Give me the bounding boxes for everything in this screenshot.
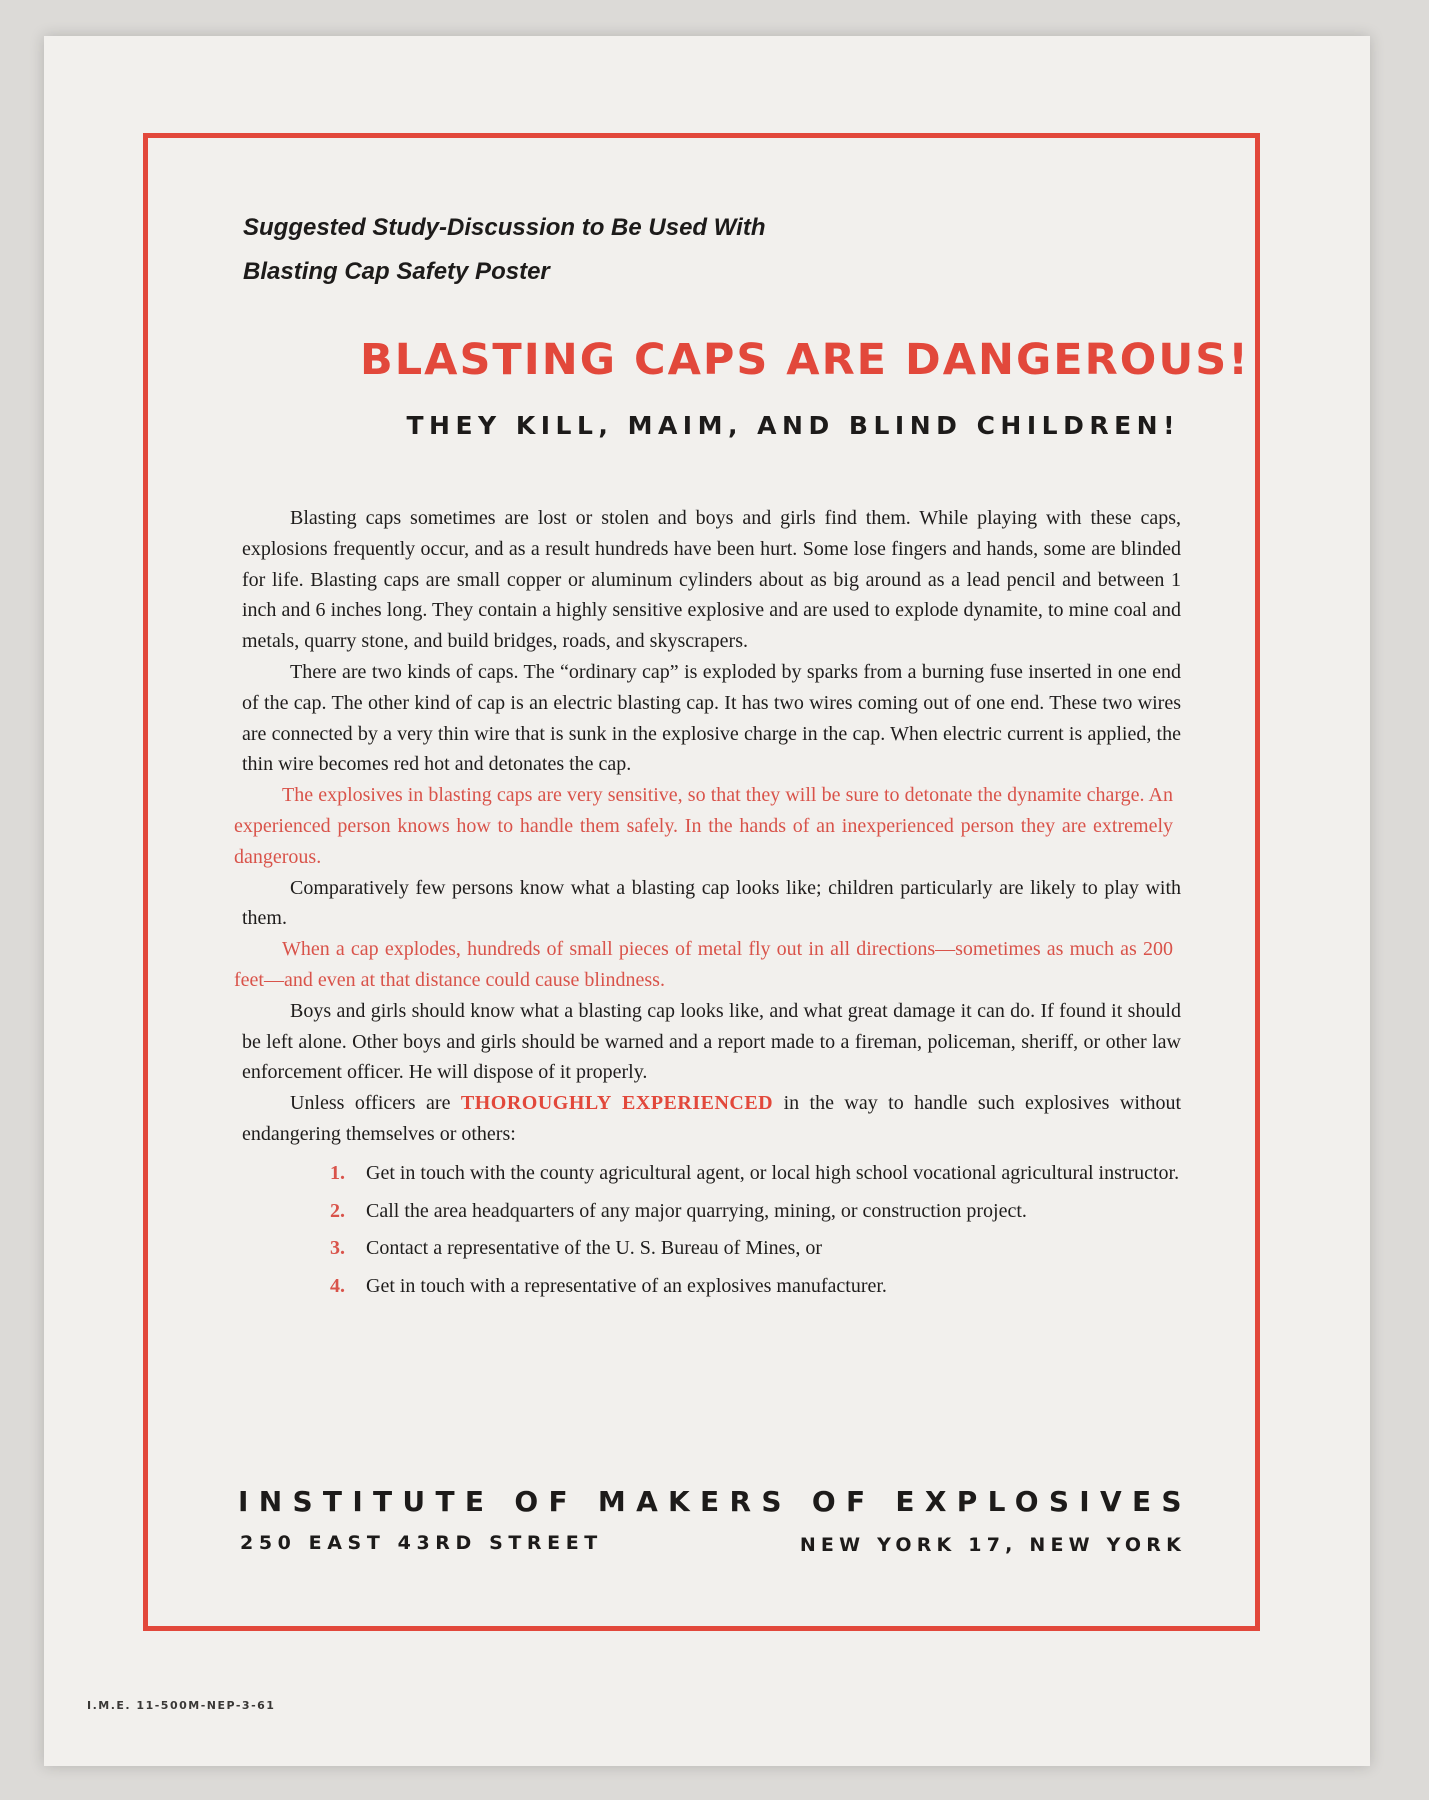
paragraph-1: Blasting caps sometimes are lost or stolen and boys and girls find them. While playing with these caps, explosions frequently occur, and as a result hundreds have been hurt. Some lose fingers and hands, some are blinded for life. Blasting caps are small copper or aluminum cylinders about as big around as a lead pencil and between 1 inch and 6 inches long. They contain a highly sensitive explosive and are used to explode dynamite, to mine coal and metals, quarry stone, and build bridges, roads, and skyscrapers.	[242, 507, 1181, 653]
step-number: 4.	[330, 1275, 345, 1298]
headline: BLASTING CAPS ARE DANGEROUS!	[360, 335, 1250, 385]
list-item	[242, 1271, 1181, 1302]
subtitle-line-2: Blasting Cap Safety Poster	[243, 258, 550, 285]
street-address: 250 EAST 43RD STREET	[240, 1532, 603, 1554]
paragraph-7	[242, 1088, 1181, 1150]
step-text: Call the area headquarters of any major quarrying, mining, or construction project.	[366, 1199, 1027, 1222]
paragraph-6: Boys and girls should know what a blasting cap looks like, and what great damage it can do. If found it should be left alone. Other boys and girls should be warned and a report made to a fireman, policeman, sheriff, or other law enforcement officer. He will dispose of it properly.	[242, 999, 1181, 1084]
paragraph-7-start: Unless officers are	[290, 1092, 451, 1115]
subtitle-line-1: Suggested Study-Discussion to Be Used With	[243, 214, 766, 241]
paragraph-4: Comparatively few persons know what a blasting cap looks like; children particularly are likely to play with them.	[242, 876, 1181, 930]
list-item	[242, 1196, 1181, 1227]
step-text: Get in touch with a representative of an explosives manufacturer.	[366, 1275, 887, 1298]
subheadline: THEY KILL, MAIM, AND BLIND CHILDREN!	[406, 411, 1180, 440]
paragraph-5-warning: When a cap explodes, hundreds of small pieces of metal fly out in all directions—sometimes as much as 200 feet—and even at that distance could cause blindness.	[234, 938, 1173, 991]
paragraph-7-end: in the way to handle such explosives without endangering themselves or others:	[242, 1092, 1182, 1145]
subtitle	[243, 206, 943, 294]
list-item	[242, 1233, 1181, 1264]
step-number: 2.	[330, 1199, 345, 1222]
paragraph-3-warning: The explosives in blasting caps are very sensitive, so that they will be sure to detonate the dynamite charge. An experienced person knows how to handle them safely. In the hands of an inexperienced person they are extremely dangerous.	[234, 784, 1173, 868]
body-text	[234, 503, 1182, 1309]
step-text: Get in touch with the county agricultural agent, or local high school vocational agricultural instructor.	[366, 1161, 1180, 1184]
highlight-thoroughly-experienced: THOROUGHLY EXPERIENCED	[460, 1092, 774, 1115]
organization-name: INSTITUTE OF MAKERS OF EXPLOSIVES	[238, 1485, 1192, 1518]
step-text: Contact a representative of the U. S. Bureau of Mines, or	[366, 1237, 822, 1260]
city-address: NEW YORK 17, NEW YORK	[799, 1534, 1186, 1556]
print-code: I.M.E. 11-500M-NEP-3-61	[87, 1699, 276, 1712]
step-number: 3.	[330, 1237, 345, 1260]
list-item	[242, 1158, 1181, 1189]
paragraph-2: There are two kinds of caps. The “ordinary cap” is exploded by sparks from a burning fuse inserted in one end of the cap. The other kind of cap is an electric blasting cap. It has two wires coming out of one end. These two wires are connected by a very thin wire that is sunk in the explosive charge in the cap. When electric current is applied, the thin wire becomes red hot and detonates the cap.	[242, 660, 1181, 776]
step-number: 1.	[330, 1161, 345, 1184]
steps-list	[242, 1158, 1181, 1302]
